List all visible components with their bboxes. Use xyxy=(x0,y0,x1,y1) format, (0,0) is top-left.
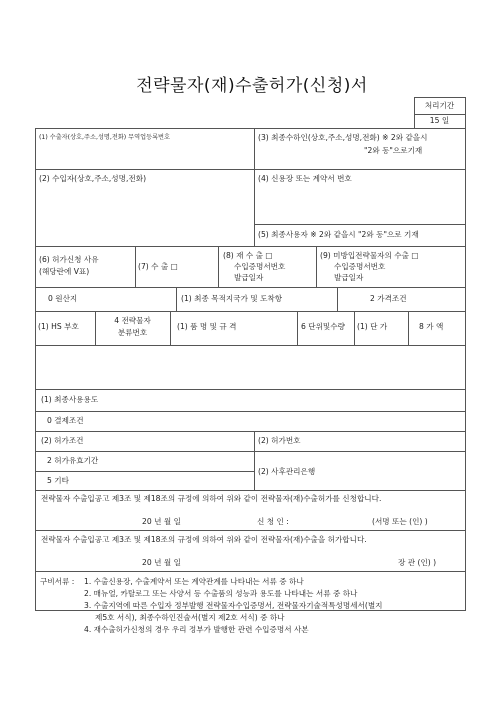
bank-label: (2) 사후관리은행 xyxy=(258,467,316,476)
end-user-label: (5) 최종사용자 ※ 2와 같을시 "2와 동"으로 기재 xyxy=(258,230,419,239)
settlement-label: 0 결제조건 xyxy=(47,416,84,425)
validity-label: 2 허가유효기간 xyxy=(47,456,99,465)
reason-note: (해당란에 V표) xyxy=(39,267,90,276)
attachment-item: 제5호 서식), 최종수하인진술서(별지 제2호 서식) 중 하나 xyxy=(95,613,285,622)
other-label: 5 기타 xyxy=(47,476,69,485)
destination-label: (1) 최종 목적지국가 및 도착항 xyxy=(181,294,283,303)
attachment-item: 2. 매뉴얼, 카탈로그 또는 사양서 등 수출품의 성능과 용도를 나타내는 서류 중 하나 xyxy=(84,589,358,598)
permit-number-label: (2) 허가번호 xyxy=(258,436,301,445)
us-origin-checkbox-label[interactable]: (9) 미방입전략물자의 수출 □ xyxy=(320,251,419,260)
price-terms-label: 2 가격조건 xyxy=(370,294,407,303)
reexport-checkbox-label[interactable]: (8) 재 수 출 □ xyxy=(223,251,273,260)
approval-statement: 전략물자 수출입공고 제3조 및 제18조의 규정에 의하여 위와 같이 전략물자(재)수출을 허가합니다. xyxy=(41,535,367,544)
final-consignee-label: (3) 최종수하인(상호,주소,성명,전화) ※ 2와 같을시 xyxy=(258,133,428,142)
applicant-label: 신 청 인 : xyxy=(257,517,289,526)
amount-label: 8 가 액 xyxy=(419,322,444,331)
applicant-signature: (서명 또는 (인) ) xyxy=(372,517,428,526)
approval-date: 20 년 월 일 xyxy=(142,558,181,567)
application-date: 20 년 월 일 xyxy=(142,517,181,526)
minister-signature: 장 관 (인) ) xyxy=(398,558,437,567)
attachment-item: 3. 수출지역에 따른 수입자 정부발행 전략물자수입증명서, 전략물자기술적특성명세서(별지 xyxy=(84,601,383,610)
end-use-label: (1) 최종사용용도 xyxy=(41,395,99,404)
processing-period-value: 15 일 xyxy=(429,116,450,125)
item-spec-label: (1) 품 명 및 규 격 xyxy=(177,322,237,331)
application-statement: 전략물자 수출입공고 제3조 및 제18조의 규정에 의하여 위와 같이 전략물자(재)수출허가를 신청합니다. xyxy=(41,494,382,503)
hs-code-label: (1) HS 부호 xyxy=(38,322,79,331)
unit-quantity-label: 6 단위및수량 xyxy=(301,322,345,331)
attachment-item: 1. 수출신용장, 수출계약서 또는 계약관계를 나타내는 서류 중 하나 xyxy=(84,577,304,586)
classification-label: 4 전략물자 xyxy=(114,316,151,325)
us-cert-no-label: 수입증명서번호 xyxy=(334,262,386,271)
final-consignee-note: "2와 동"으로기재 xyxy=(364,146,423,155)
exporter-label: (1) 수출자(상호,주소,성명,전화) 무역업등록번호 xyxy=(39,134,171,141)
export-checkbox-label[interactable]: (7) 수 출 □ xyxy=(138,262,178,271)
reexport-issue-date-label: 발급일자 xyxy=(234,273,264,282)
lc-number-label: (4) 신용장 또는 계약서 번호 xyxy=(258,174,352,183)
origin-label: 0 원산지 xyxy=(48,294,78,303)
unit-price-label: (1) 단 가 xyxy=(357,322,388,331)
importer-label: (2) 수입자(상호,주소,성명,전화) xyxy=(39,174,147,183)
attachments-label: 구비서류 : xyxy=(40,577,75,586)
processing-period-label: 처리기간 xyxy=(424,101,455,110)
attachment-item: 4. 재수출허가신청의 경우 우리 정부가 발행한 관련 수입증명서 사본 xyxy=(84,625,309,634)
classification-number-label: 분류번호 xyxy=(117,328,148,337)
permit-conditions-label: (2) 허가조건 xyxy=(41,436,84,445)
reexport-cert-no-label: 수입증명서번호 xyxy=(234,262,286,271)
page-title: 전략물자(재)수출허가(신청)서 xyxy=(136,76,368,96)
reason-label: (6) 허가신청 사유 xyxy=(39,255,99,264)
us-issue-date-label: 발급일자 xyxy=(334,273,364,282)
